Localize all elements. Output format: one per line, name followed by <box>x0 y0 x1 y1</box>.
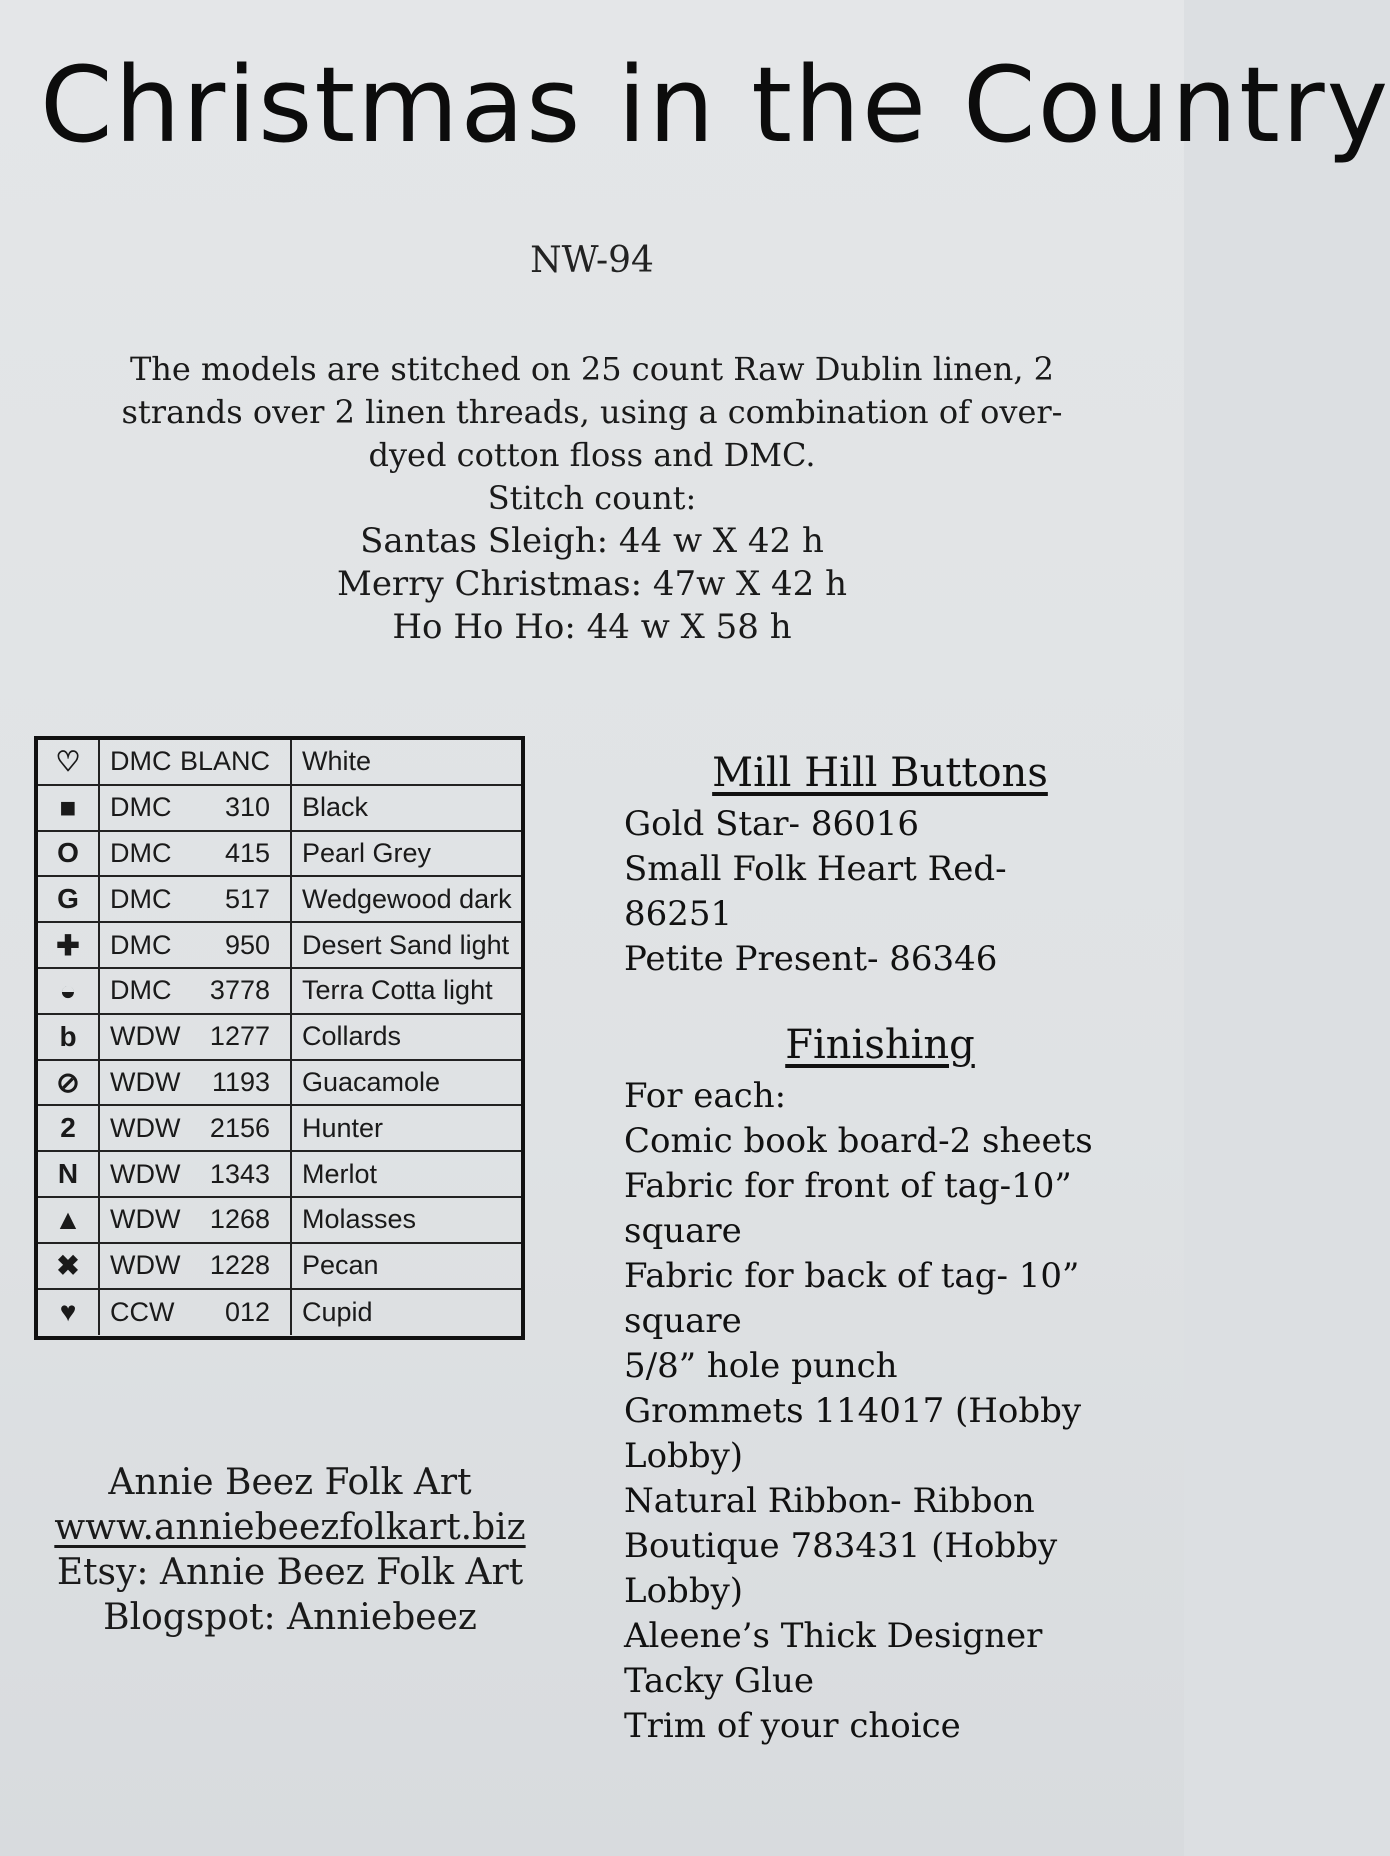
thread-number: 2156 <box>200 1106 292 1150</box>
finishing-line: Fabric for front of tag-10” <box>624 1166 1072 1206</box>
finishing-line: square <box>624 1301 742 1341</box>
key-row <box>38 1152 521 1198</box>
buttons-line: Small Folk Heart Red- <box>624 849 1007 889</box>
finishing-line: square <box>624 1211 742 1251</box>
thread-color-name: Molasses <box>302 1204 417 1235</box>
key-row <box>38 740 521 786</box>
thread-brand: DMC <box>110 975 172 1006</box>
etsy-text: Etsy: Annie Beez Folk Art <box>56 1552 524 1593</box>
intro-line: dyed cotton floss and DMC. <box>368 436 816 474</box>
thread-color-name: Hunter <box>302 1112 384 1143</box>
thread-brand: WDW <box>110 1158 181 1189</box>
key-row <box>38 1106 521 1152</box>
thread-brand: WDW <box>110 1204 181 1235</box>
stitch-symbol-icon: ✚ <box>38 923 100 967</box>
thread-number: 1228 <box>200 1244 292 1288</box>
key-row <box>38 1015 521 1061</box>
finishing-list <box>624 1074 1093 1749</box>
thread-color-name: White <box>302 746 372 777</box>
stitch-count-item: Ho Ho Ho: 44 w X 58 h <box>392 607 792 647</box>
intro-line: strands over 2 linen threads, using a combination of over- <box>121 393 1063 431</box>
finishing-line: Lobby) <box>624 1436 744 1476</box>
thread-brand: WDW <box>110 1021 181 1052</box>
thread-color-name: Wedgewood dark <box>302 883 512 914</box>
key-row <box>38 832 521 878</box>
stitch-count-item: Santas Sleigh: 44 w X 42 h <box>360 521 824 561</box>
footer <box>30 1460 550 1640</box>
stitch-count-item: Merry Christmas: 47w X 42 h <box>337 564 847 604</box>
intro-text <box>60 348 1124 649</box>
thread-number: 3778 <box>200 969 292 1013</box>
website-link[interactable]: www.anniebeezfolkart.biz <box>54 1507 526 1548</box>
thread-color-name: Black <box>302 792 369 823</box>
finishing-heading: Finishing <box>785 1022 975 1068</box>
thread-number: 1193 <box>200 1061 292 1105</box>
thread-brand: DMC <box>110 792 172 823</box>
thread-color-name: Desert Sand light <box>302 929 510 960</box>
thread-brand: WDW <box>110 1112 181 1143</box>
finishing-line: Natural Ribbon- Ribbon <box>624 1481 1035 1521</box>
thread-key-table <box>34 736 525 1340</box>
thread-brand: DMC <box>110 929 172 960</box>
finishing-line: For each: <box>624 1076 787 1116</box>
finishing-line: Aleene’s Thick Designer <box>624 1616 1043 1656</box>
key-row <box>38 1061 521 1107</box>
thread-color-name: Pearl Grey <box>302 837 432 868</box>
thread-color-name: Merlot <box>302 1158 378 1189</box>
buttons-line: 86251 <box>624 894 733 934</box>
buttons-heading: Mill Hill Buttons <box>712 750 1048 796</box>
pattern-code: NW-94 <box>530 240 654 281</box>
designer-name: Annie Beez Folk Art <box>108 1462 472 1503</box>
thread-brand: WDW <box>110 1066 181 1097</box>
thread-number: 310 <box>200 786 292 830</box>
stitch-symbol-icon: G <box>38 877 100 921</box>
stitch-symbol-icon: ♥ <box>38 1290 100 1336</box>
finishing-line: Grommets 114017 (Hobby <box>624 1391 1082 1431</box>
stitch-symbol-icon: ⊘ <box>38 1061 100 1105</box>
finishing-line: 5/8” hole punch <box>624 1346 898 1386</box>
blog-text: Blogspot: Anniebeez <box>103 1597 477 1638</box>
thread-number: 1343 <box>200 1152 292 1196</box>
thread-number: 950 <box>200 923 292 967</box>
thread-number: 517 <box>200 877 292 921</box>
key-row <box>38 923 521 969</box>
thread-number: 415 <box>200 832 292 876</box>
buttons-line: Petite Present- 86346 <box>624 939 998 979</box>
key-row <box>38 786 521 832</box>
finishing-line: Boutique 783431 (Hobby <box>624 1526 1058 1566</box>
key-row <box>38 1290 521 1336</box>
finishing-line: Lobby) <box>624 1571 744 1611</box>
stitch-symbol-icon: ◒ <box>38 969 100 1013</box>
stitch-count-label: Stitch count: <box>487 479 697 517</box>
finishing-line: Comic book board-2 sheets <box>624 1121 1093 1161</box>
finishing-line: Fabric for back of tag- 10” <box>624 1256 1080 1296</box>
thread-number: 012 <box>200 1290 292 1336</box>
stitch-symbol-icon: ▲ <box>38 1198 100 1242</box>
finishing-line: Tacky Glue <box>624 1661 815 1701</box>
thread-number: 1268 <box>200 1198 292 1242</box>
thread-brand: WDW <box>110 1250 181 1281</box>
buttons-line: Gold Star- 86016 <box>624 804 920 844</box>
thread-brand: DMC <box>110 837 172 868</box>
thread-color-name: Collards <box>302 1021 402 1052</box>
stitch-symbol-icon: N <box>38 1152 100 1196</box>
finishing-line: Trim of your choice <box>624 1706 961 1746</box>
intro-line: The models are stitched on 25 count Raw Dublin linen, 2 <box>129 350 1055 388</box>
page-title: Christmas in the Country <box>40 44 1390 166</box>
thread-brand: CCW <box>110 1296 175 1327</box>
key-row <box>38 969 521 1015</box>
key-row <box>38 1198 521 1244</box>
key-row <box>38 877 521 923</box>
thread-color-name: Pecan <box>302 1250 379 1281</box>
thread-color-name: Guacamole <box>302 1066 441 1097</box>
thread-color-name: Terra Cotta light <box>302 975 493 1006</box>
stitch-symbol-icon: b <box>38 1015 100 1059</box>
thread-color-name: Cupid <box>302 1296 373 1327</box>
thread-number: 1277 <box>200 1015 292 1059</box>
thread-number: BLANC <box>200 740 292 784</box>
key-row <box>38 1244 521 1290</box>
stitch-symbol-icon: ♡ <box>38 740 100 784</box>
stitch-symbol-icon: O <box>38 832 100 876</box>
stitch-symbol-icon: ■ <box>38 786 100 830</box>
stitch-symbol-icon: 2 <box>38 1106 100 1150</box>
thread-brand: DMC <box>110 746 172 777</box>
buttons-list <box>624 802 1007 982</box>
stitch-symbol-icon: ✖ <box>38 1244 100 1288</box>
thread-brand: DMC <box>110 883 172 914</box>
